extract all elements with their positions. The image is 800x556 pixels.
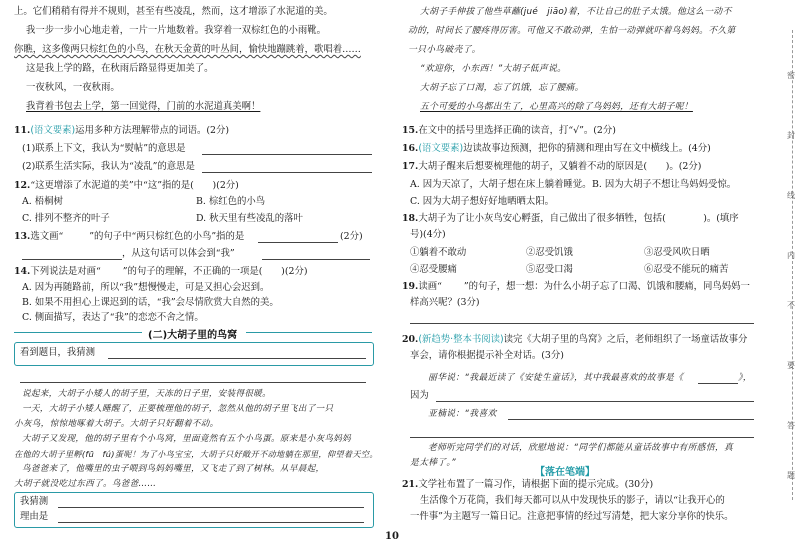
skill-tag: (语文要素)	[418, 143, 464, 154]
wavy-marker	[63, 231, 89, 243]
binding-char: 答	[787, 421, 795, 430]
passage-line: 这是我上学的路，在秋雨后路显得更加美了。	[26, 63, 214, 74]
story-line: 说起来，大胡子小矮人的胡子里，天冻的日子里，安装得很暖。	[22, 389, 272, 399]
option-c[interactable]: C. 侧面描写，表达了“我”的恋恋不舍之情。	[22, 312, 204, 323]
question-number: 21.	[402, 479, 419, 490]
choice-4: ④忍受腰痛	[410, 264, 457, 275]
story-line-underlined: 五个可爱的小鸟都出生了，心里高兴的除了鸟妈妈，还有大胡子呢！	[420, 102, 693, 112]
question-text: 运用多种方法理解带点的词语。(2分)	[75, 125, 230, 136]
prompt-line: 一件事”为主题写一篇日记。注意把事情的经过写清楚，把大家分享你的快乐。	[410, 511, 734, 522]
passage-line: 上。它们稍稍有得并不规则，甚至有些凌乱，然而，这才增添了水泥道的美。	[14, 6, 333, 17]
question-20	[402, 334, 747, 346]
section-rule	[14, 332, 142, 333]
story-line: 大胡子又发现，他的胡子里有个小鸟窝，里面竟然有五个小鸟蛋。原来是小灰鸟妈妈	[22, 434, 352, 444]
dialogue-line: 》，	[738, 373, 752, 383]
question-19-cont: 样高兴呢？(3分)	[410, 297, 480, 308]
question-number: 11.	[14, 125, 31, 136]
question-12	[14, 180, 239, 192]
skill-tag: (语文要素)	[30, 125, 76, 136]
story-line: “欢迎你，小东西！”大胡子低声说。	[420, 64, 567, 74]
question-21	[402, 479, 653, 491]
answer-blank[interactable]	[258, 242, 338, 243]
story-line: 在他的大胡子里孵(fū fú)蛋呢！为了小鸟宝宝，大胡子只好敞开不动地躺在那里，仰望着天空。	[14, 449, 378, 459]
option-d[interactable]: D. 秋天里有些凌乱的落叶	[196, 213, 303, 224]
reason-label: 理由是	[20, 511, 49, 522]
option-b[interactable]: B. 棕红色的小鸟	[196, 196, 266, 207]
binding-char: 不	[787, 301, 795, 310]
passage-line-underlined: 我背着书包去上学，第一回觉得，门前的水泥道真美啊！	[26, 101, 261, 112]
question-text: 读完《大胡子里的鸟窝》之后，老师组织了一场童话故事分	[503, 334, 748, 345]
question-16	[402, 143, 711, 155]
guess-label: 我猜测	[20, 496, 49, 507]
binding-char: 密	[787, 71, 795, 80]
option-c[interactable]: C. 排列不整齐的叶子	[22, 213, 110, 224]
dialogue-line: 丽华说：“我最近读了《安徒生童话》，其中我最喜欢的故事是《	[428, 373, 684, 383]
choice-6: ⑥忍受不能玩的痛苦	[644, 264, 729, 275]
section-title: (二)大胡子里的鸟窝	[148, 330, 238, 341]
question-text: 文学社布置了一篇习作，请根据下面的提示完成。(30分)	[418, 479, 654, 490]
binding-char: 封	[787, 131, 795, 140]
option-a[interactable]: A. 因为天凉了，大胡子想在床上躺着睡觉。	[410, 179, 592, 190]
answer-blank[interactable]	[262, 259, 370, 260]
question-number: 20.	[402, 334, 419, 345]
dialogue-line: 因为	[410, 390, 429, 401]
question-number: 15.	[402, 125, 419, 136]
answer-blank[interactable]	[202, 154, 372, 155]
dialogue-line: 老师听完同学们的对话，欣慰地说：“同学们都能从童话故事中有所感悟，真	[428, 443, 734, 453]
page-number: 10	[385, 531, 399, 542]
question-13-cont: ，从这句话可以体会到“我”	[122, 248, 235, 259]
story-line: 小灰鸟，惊惊地啄着大胡子。大胡子只好翻着不动。	[14, 419, 219, 429]
skill-tag: (新趋势·整本书阅读)	[418, 334, 504, 345]
binding-char: 题	[787, 471, 795, 480]
story-line: 大胡子忘了口渴，忘了饥饿，忘了腰痛。	[420, 83, 584, 93]
question-text: ”的句子，想一想：为什么小胡子忘了口渴、饥饿和腰痛，同鸟妈妈一	[463, 281, 750, 292]
question-11-part1: (1)联系上下文，我认为“熨帖”的意思是	[22, 143, 186, 154]
dialogue-line: 是太棒了。”	[410, 458, 456, 468]
question-text: ”的句子中“两只棕红色的小鸟”指的是	[89, 231, 245, 242]
question-17	[402, 161, 701, 173]
passage-line-underlined: 你瞧，这多像两只棕红色的小鸟，在秋天金黄的叶丛间，愉快地蹦跳着，歌唱着……	[14, 44, 361, 55]
question-number: 16.	[402, 143, 419, 154]
question-18-cont: 号)(4分)	[410, 229, 446, 240]
option-b[interactable]: B. 因为大胡子不想让鸟妈妈受惊。	[592, 179, 737, 190]
option-c[interactable]: C. 因为大胡子想好好地晒晒太阳。	[410, 196, 555, 207]
story-line: 鸟爸爸来了，他嘴里的虫子喂到鸟妈妈嘴里，又飞走了到了树林。从早晨起，	[22, 464, 325, 474]
question-number: 17.	[402, 161, 419, 172]
choice-1: ①躺着不敢动	[410, 247, 467, 258]
question-text: 下列说法是对画“	[30, 266, 101, 277]
option-b[interactable]: B. 如果不用担心上课迟到的话，“我”会尽情欣赏大自然的美。	[22, 297, 279, 308]
answer-blank[interactable]	[698, 383, 738, 384]
answer-blank[interactable]	[508, 419, 754, 420]
answer-blank[interactable]	[410, 437, 754, 438]
option-a[interactable]: A. 因为再随路前，所以“我”想慢慢走，可是又担心会迟到。	[22, 282, 270, 293]
dialogue-line: 亚楠说：“我喜欢	[428, 409, 497, 419]
story-line: 大胡子手伸拔了他些草蘸(jué jiāo)着，不让自己的肚子太饿。他这么一动不	[420, 7, 732, 17]
question-text: 在文中的括号里选择正确的读音，打“√”。(2分)	[418, 125, 616, 136]
binding-char: 要	[787, 361, 795, 370]
answer-blank[interactable]	[20, 382, 366, 383]
answer-blank[interactable]	[58, 522, 364, 523]
underline-marker	[442, 281, 464, 293]
question-number: 19.	[402, 281, 419, 292]
answer-blank[interactable]	[410, 323, 754, 324]
question-11-part2: (2)联系生活实际，我认为“凌乱”的意思是	[22, 161, 195, 172]
answer-blank[interactable]	[22, 259, 122, 260]
answer-blank[interactable]	[202, 172, 372, 173]
option-a[interactable]: A. 梧桐树	[22, 196, 63, 207]
question-15	[402, 125, 616, 137]
question-text: 选文画“	[30, 231, 64, 242]
prompt-line: 生活像个万花筒，我们每天都可以从中发现快乐的影子，请以“让我开心的	[420, 495, 725, 506]
answer-blank[interactable]	[108, 358, 366, 359]
question-text: ”的句子的理解，不正确的一项是( )(2分)	[122, 266, 308, 277]
answer-blank[interactable]	[436, 401, 754, 402]
story-line: 大胡子就没吃过东西了。鸟爸爸……	[14, 479, 157, 489]
question-text: 大胡子醒来后想要梳理他的胡子，又躺着不动的原因是( )。(2分)	[418, 161, 702, 172]
passage-line: 一夜秋风，一夜秋雨。	[26, 82, 120, 93]
section-banner: 【落在笔端】	[535, 467, 595, 478]
question-19	[402, 281, 750, 293]
question-18	[402, 213, 739, 225]
question-number: 12.	[14, 180, 31, 191]
choice-2: ②忍受饥饿	[526, 247, 573, 258]
section-rule	[246, 332, 372, 333]
binding-char: 内	[787, 251, 795, 260]
question-20-cont: 享会，请你根据提示补全对话。(3分)	[410, 350, 564, 361]
binding-char: 线	[787, 191, 795, 200]
story-line: 动的，时间长了腰疼得厉害。可他又不敢动弹，生怕一动弹就吓着鸟妈妈。不久第	[408, 26, 736, 36]
story-line: 一只小鸟破壳了。	[408, 45, 481, 55]
question-text: 大胡子为了让小灰鸟安心孵蛋，自己做出了很多牺牲，包括( )。(填序	[418, 213, 739, 224]
passage-line: 我一步一步小心地走着，一片一片地数着。我穿着一双棕红色的小雨靴。	[26, 25, 327, 36]
question-number: 13.	[14, 231, 31, 242]
binding-margin	[786, 0, 800, 556]
question-11	[14, 125, 229, 137]
question-13	[14, 231, 244, 243]
choice-5: ⑤忍受口渴	[526, 264, 573, 275]
question-number: 18.	[402, 213, 419, 224]
question-text: 边读故事边预测，把你的猜测和理由写在文中横线上。(4分)	[463, 143, 711, 154]
question-14	[14, 266, 308, 278]
choice-3: ③忍受风吹日晒	[644, 247, 710, 258]
question-text: 读画“	[418, 281, 442, 292]
answer-blank[interactable]	[58, 507, 364, 508]
story-line: 一天，大胡子小矮人睡醒了，正要梳理他的胡子，忽然从他的胡子里飞出了一只	[22, 404, 334, 414]
points: (2分)	[340, 231, 363, 242]
question-number: 14.	[14, 266, 31, 277]
underline-marker	[101, 266, 123, 278]
question-text: “这更增添了水泥道的美”中“这”指的是( )(2分)	[30, 180, 239, 191]
guess-prompt: 看到题目，我猜测	[20, 347, 96, 358]
